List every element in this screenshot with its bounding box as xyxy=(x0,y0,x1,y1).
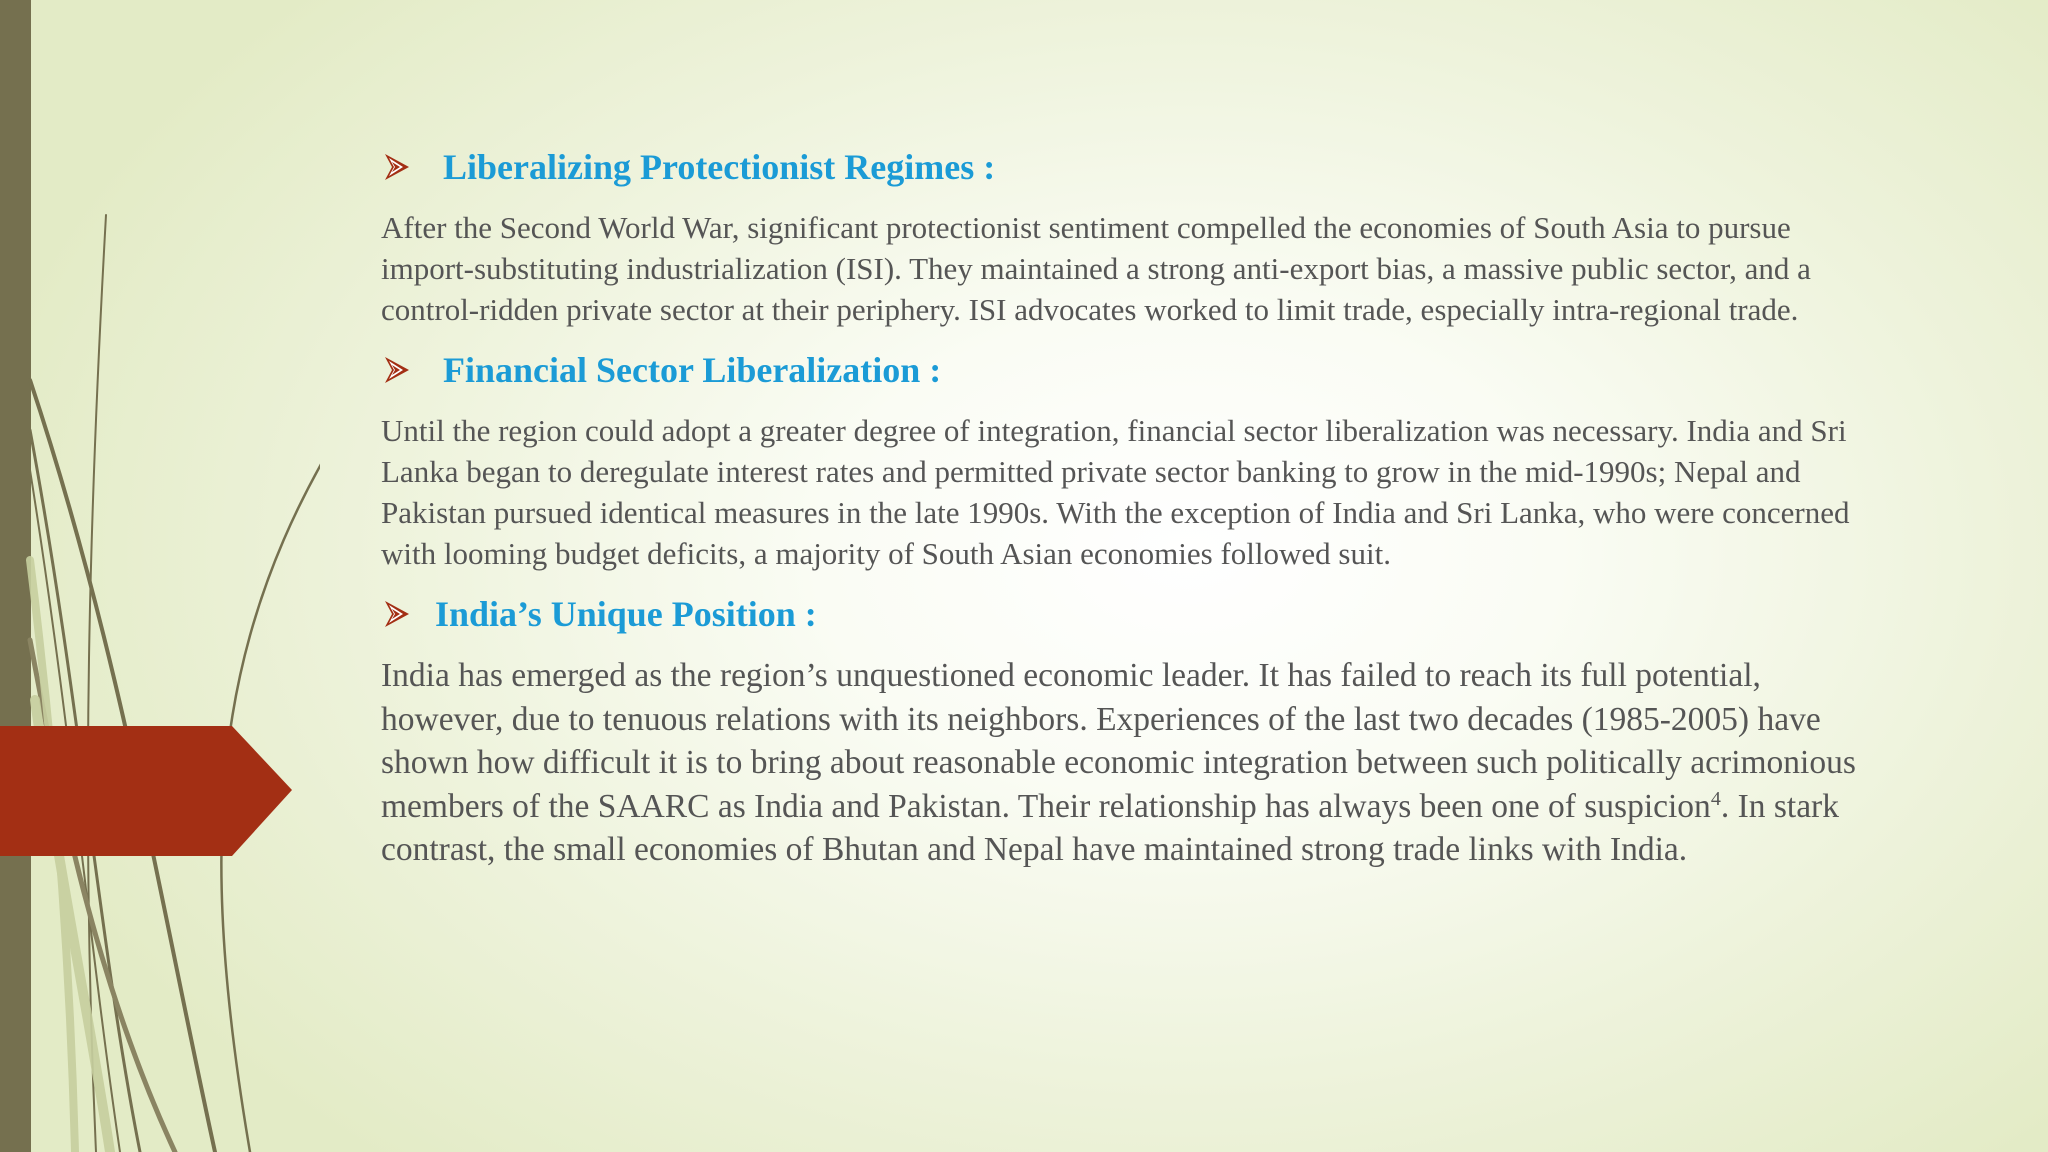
section-heading xyxy=(381,348,1861,392)
section-indias-unique-position xyxy=(381,592,1861,872)
arrowhead-bullet-icon xyxy=(385,152,409,182)
section-body: After the Second World War, significant protectionist sentiment compelled the economies of South Asia to pursue import-substituting industrialization (ISI). They maintained a strong anti-export bias, a massive public sector, and a control-ridden private sector at their periphery. ISI advocates worked to limit trade, especially intra-regional trade. xyxy=(381,210,1811,327)
slide-content xyxy=(381,145,1861,872)
section-heading-text: Financial Sector Liberalization : xyxy=(443,350,942,390)
section-liberalizing-protectionist-regimes xyxy=(381,145,1861,330)
section-body: Until the region could adopt a greater degree of integration, financial sector liberalization was necessary. India and Sri Lanka began to deregulate interest rates and permitted private sector banking to grow in the mid-1990s; Nepal and Pakistan pursued identical measures in the late 1990s. With the exception of India and Sri Lanka, who were concerned with looming budget deficits, a majority of South Asian economies followed suit. xyxy=(381,413,1850,571)
section-body xyxy=(381,654,1861,872)
arrowhead-bullet-icon xyxy=(385,355,409,385)
section-body-text-continued: . In stark contrast, the small economies of Bhutan and Nepal have maintained strong trade links with India. xyxy=(381,787,1839,868)
section-financial-sector-liberalization xyxy=(381,348,1861,574)
footnote-marker: 4 xyxy=(1710,787,1721,810)
section-body-text: India has emerged as the region’s unquestioned economic leader. It has failed to reach its full potential, however, due to tenuous relations with its neighbors. Experiences of the last two decades (1985-2005) have shown how difficult it is to bring about reasonable economic integration between such politically acrimonious members of the SAARC as India and Pakistan. Their relationship has always been one of suspicion xyxy=(381,657,1856,825)
section-heading xyxy=(381,592,1861,636)
red-arrow-tab xyxy=(0,0,300,1152)
section-heading xyxy=(381,145,1861,189)
section-heading-text: India’s Unique Position : xyxy=(435,594,817,634)
arrowhead-bullet-icon xyxy=(385,599,409,629)
section-heading-text: Liberalizing Protectionist Regimes : xyxy=(443,147,996,187)
